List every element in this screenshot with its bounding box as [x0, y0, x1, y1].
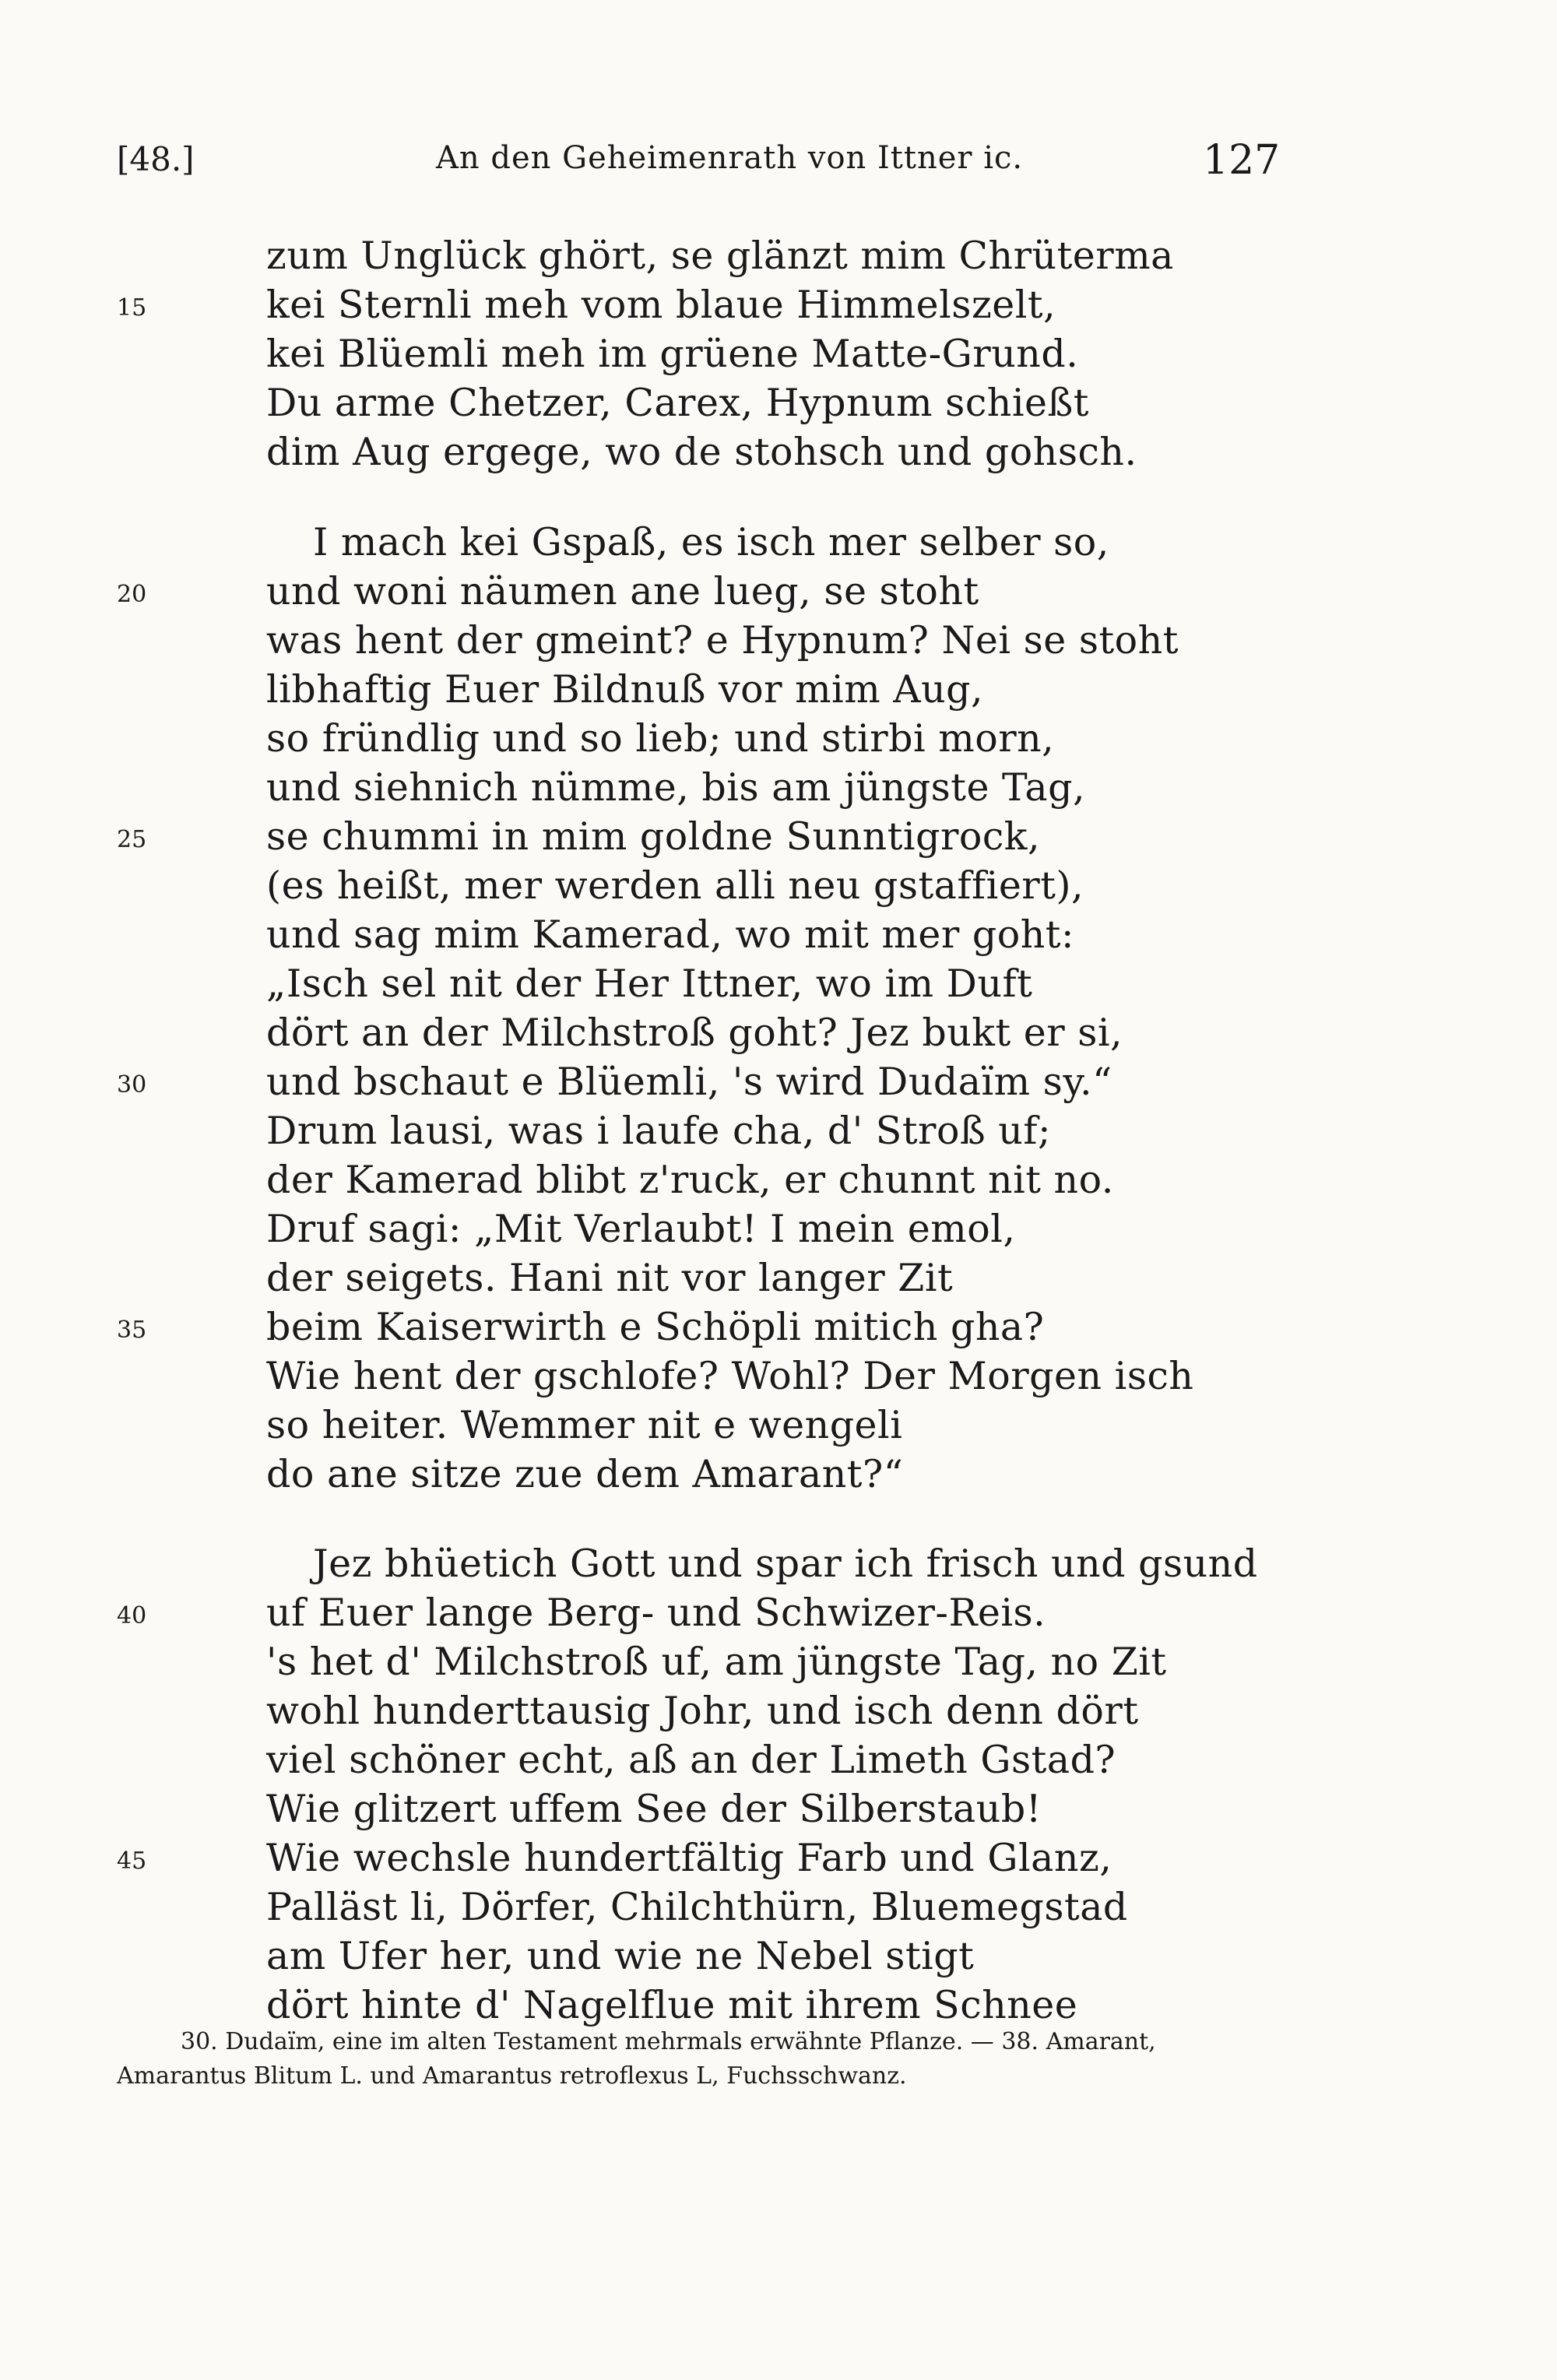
verse-line: am Ufer her, und wie ne Nebel stigt	[266, 1934, 975, 1978]
verse-line: 's het d' Milchstroß uf, am jüngste Tag, no Zit	[266, 1640, 1167, 1684]
verse-line: Drum lausi, was i laufe cha, d' Stroß uf;	[266, 1109, 1051, 1153]
line-number: 45	[117, 1847, 147, 1875]
line-number: 30	[117, 1071, 147, 1099]
running-title: An den Geheimenrath von Ittner ic.	[436, 140, 1024, 176]
verse-line: dört hinte d' Nagelflue mit ihrem Schnee	[266, 1983, 1078, 2027]
verse-line: do ane sitze zue dem Amarant?“	[266, 1452, 904, 1496]
verse-line: und bschaut e Blüemli, 's wird Dudaïm sy.“	[266, 1060, 1112, 1104]
verse-line: so fründlig und so lieb; und stirbi morn,	[266, 716, 1055, 761]
footnote-line: 30. Dudaïm, eine im alten Testament mehrmals erwähnte Pflanze. — 38. Amarant,	[181, 2028, 1156, 2055]
verse-line: Wie glitzert uffem See der Silberstaub!	[266, 1787, 1042, 1831]
verse-line: Du arme Chetzer, Carex, Hypnum schießt	[266, 381, 1089, 425]
verse-line: wohl hunderttausig Johr, und isch denn dört	[266, 1689, 1139, 1733]
verse-line: „Isch sel nit der Her Ittner, wo im Duft	[266, 961, 1033, 1006]
verse-line: Druf sagi: „Mit Verlaubt! I mein emol,	[266, 1207, 1016, 1251]
line-number: 40	[117, 1602, 147, 1629]
verse-line: Wie hent der gschlofe? Wohl? Der Morgen isch	[266, 1354, 1194, 1398]
page-header	[0, 137, 1557, 195]
line-number: 20	[117, 581, 147, 608]
verse-line: Palläst li, Dörfer, Chilchthürn, Bluemegstad	[266, 1885, 1128, 1929]
footnote-line: Amarantus Blitum L. und Amarantus retroflexus L, Fuchsschwanz.	[117, 2062, 907, 2090]
verse-line: (es heißt, mer werden alli neu gstaffiert),	[266, 863, 1084, 908]
line-number: 15	[117, 294, 147, 322]
verse-line: der seigets. Hani nit vor langer Zit	[266, 1256, 954, 1300]
verse-line: uf Euer lange Berg- und Schwizer-Reis.	[266, 1591, 1046, 1635]
verse-line: viel schöner echt, aß an der Limeth Gstad?	[266, 1738, 1116, 1782]
verse-line: I mach kei Gspaß, es isch mer selber so,	[313, 520, 1109, 564]
verse-line: zum Unglück ghört, se glänzt mim Chrüterma	[266, 234, 1174, 278]
verse-line: kei Blüemli meh im grüene Matte-Grund.	[266, 332, 1079, 376]
verse-line: der Kamerad blibt z'ruck, er chunnt nit no.	[266, 1158, 1114, 1202]
verse-line: Wie wechsle hundertfältig Farb und Glanz,	[266, 1836, 1112, 1880]
verse-line: und sag mim Kamerad, wo mit mer goht:	[266, 912, 1074, 957]
line-number: 25	[117, 826, 147, 853]
verse-line: Jez bhüetich Gott und spar ich frisch und gsund	[313, 1542, 1258, 1586]
verse-line: libhaftig Euer Bildnuß vor mim Aug,	[266, 667, 984, 712]
page-number: 127	[1203, 137, 1281, 184]
line-number: 35	[117, 1317, 147, 1344]
verse-line: beim Kaiserwirth e Schöpli mitich gha?	[266, 1305, 1045, 1349]
section-marker: [48.]	[117, 140, 195, 178]
verse-line: se chummi in mim goldne Sunntigrock,	[266, 814, 1041, 859]
verse-line: so heiter. Wemmer nit e wengeli	[266, 1403, 903, 1447]
verse-line: und woni näumen ane lueg, se stoht	[266, 569, 979, 613]
verse-line: und siehnich nümme, bis am jüngste Tag,	[266, 765, 1086, 810]
verse-line: kei Sternli meh vom blaue Himmelszelt,	[266, 283, 1056, 327]
verse-line: was hent der gmeint? e Hypnum? Nei se stoht	[266, 618, 1179, 663]
verse-line: dört an der Milchstroß goht? Jez bukt er si,	[266, 1011, 1123, 1055]
verse-line: dim Aug ergege, wo de stohsch und gohsch.	[266, 430, 1137, 474]
